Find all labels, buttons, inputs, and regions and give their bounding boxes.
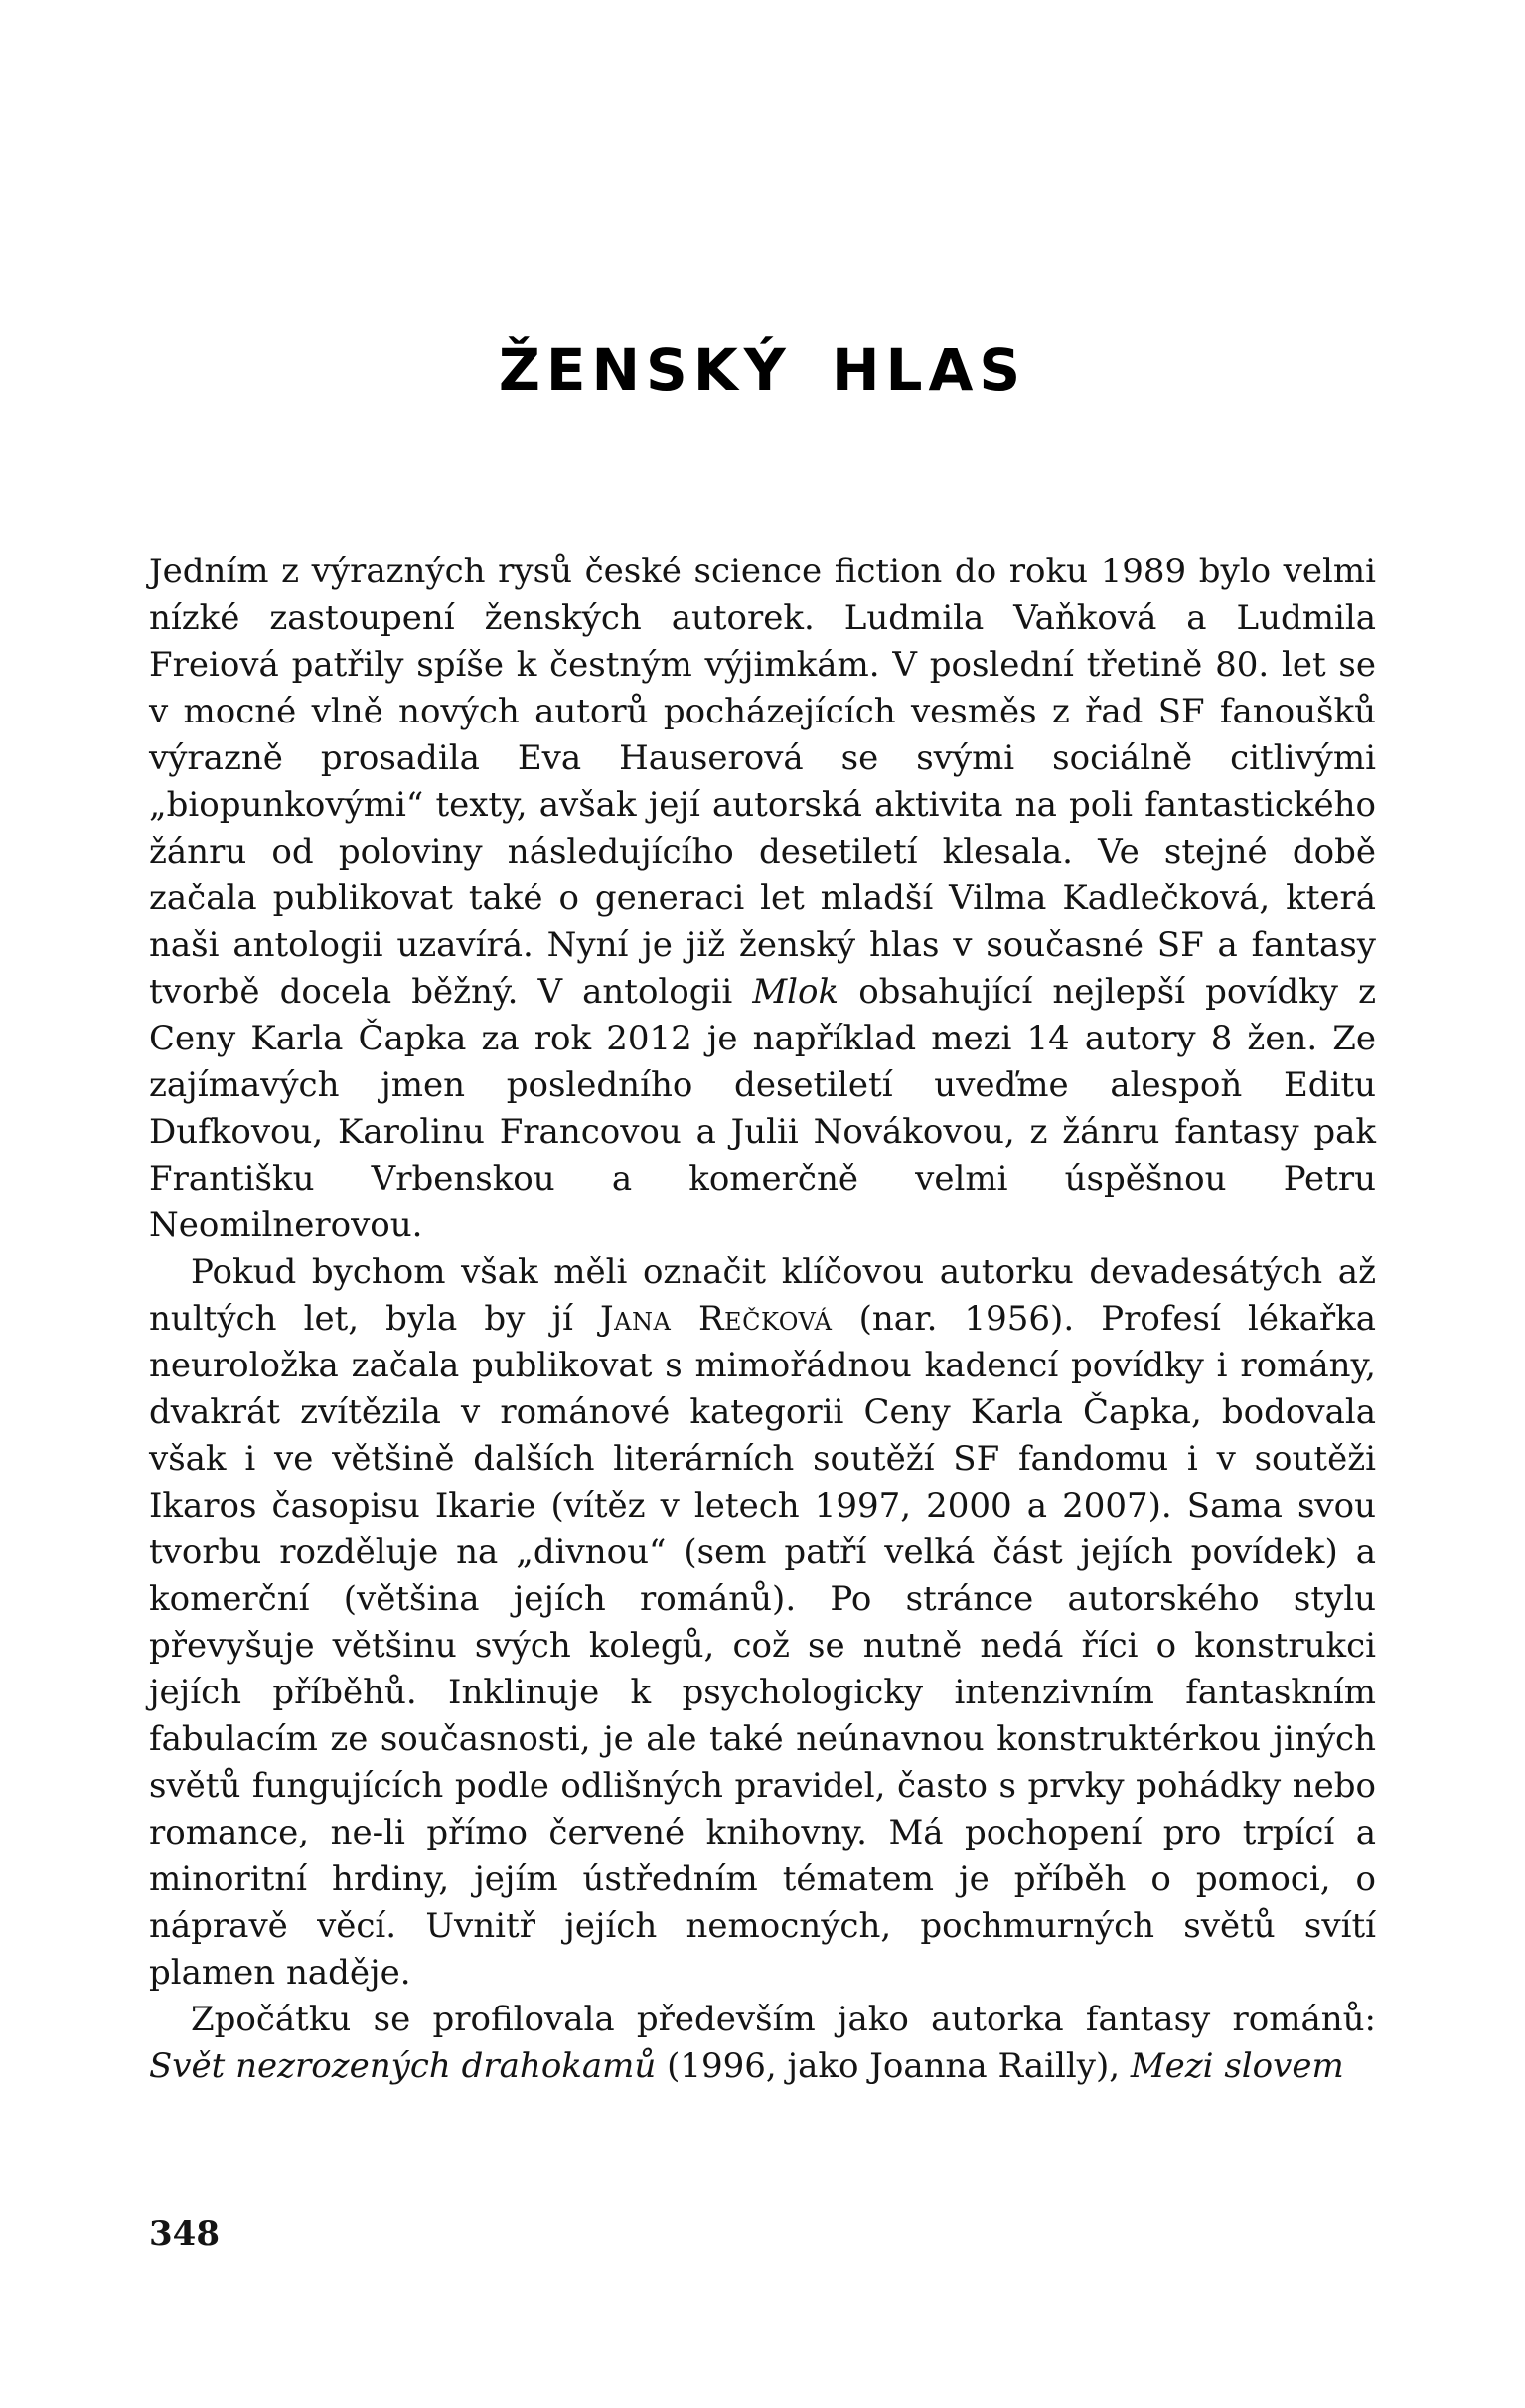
text-segment-smallcaps: Jana Rečková bbox=[600, 1299, 833, 1339]
text-segment: (1996, jako Joanna Railly), bbox=[656, 2046, 1131, 2086]
paragraph-2 bbox=[149, 1249, 1376, 1997]
text-segment-italic: Mezi slovem bbox=[1130, 2046, 1344, 2086]
text-segment-italic: Svět nezrozených drahokamů bbox=[149, 2046, 657, 2086]
text-segment: (nar. 1956). Profesí lékařka neuroložka začala publikovat s mimořádnou kadencí povídky i romány, dvakrát zvítězila v románové kategorii Ceny Karla Čapka, bodovala však i ve většině dalších literárních soutěží SF fandomu i v soutěži Ikaros časopisu Ikarie (vítěz v letech 1997, 2000 a 2007). Sama svou tvorbu rozděluje na „divnou“ (sem patří velká část jejích povídek) a komerční (většina jejích románů). Po stránce autorského stylu převyšuje většinu svých kolegů, což se nutně nedá říci o konstrukci jejích příběhů. Inklinuje k psychologicky intenzivním fantaskním fabulacím ze současnosti, je ale také neúnavnou konstruktérkou jiných světů fungujících podle odlišných pravidel, často s prvky pohádky nebo romance, ne-li přímo červené knihovny. Má pochopení pro trpící a minoritní hrdiny, jejím ústředním tématem je příběh o pomoci, o nápravě věcí. Uvnitř jejích nemocných, pochmurných světů svítí plamen naděje. bbox=[149, 1299, 1376, 1993]
body-text bbox=[149, 549, 1376, 2090]
paragraph-3 bbox=[149, 1997, 1376, 2090]
text-segment: Zpočátku se profilovala především jako autorka fantasy románů: bbox=[191, 2000, 1376, 2039]
page-number: 348 bbox=[149, 2214, 220, 2254]
text-segment: obsahující nejlepší povídky z Ceny Karla Čapka za rok 2012 je například mezi 14 autory 8 žen. Ze zajímavých jmen posledního desetiletí uveďme alespoň Editu Dufkovou, Karolinu Francovou a Julii Novákovou, z žánru fantasy pak Františku Vrbenskou a komerčně velmi úspěšnou Petru Neomilnerovou. bbox=[149, 972, 1376, 1245]
paragraph-1 bbox=[149, 549, 1376, 1249]
chapter-title: ŽENSKÝ HLAS bbox=[498, 336, 1027, 403]
text-segment: Jedním z výrazných rysů české science fiction do roku 1989 bylo velmi nízké zastoupení ženských autorek. Ludmila Vaňková a Ludmila Freiová patřily spíše k čestným výjimkám. V poslední třetině 80. let se v mocné vlně nových autorů pocházejících vesměs z řad SF fanoušků výrazně prosadila Eva Hauserová se svými sociálně citlivými „biopunkovými“ texty, avšak její autorská aktivita na poli fantastického žánru od poloviny následujícího desetiletí klesala. Ve stejné době začala publikovat také o generaci let mladší Vilma Kadlečková, která naši antologii uzavírá. Nyní je již ženský hlas v současné SF a fantasy tvorbě docela běžný. V antologii bbox=[149, 552, 1376, 1012]
text-segment-italic: Mlok bbox=[752, 972, 839, 1012]
text-segment: Pokud bychom však měli označit klíčovou autorku devadesátých až nultých let, byla by jí bbox=[149, 1252, 1376, 1339]
